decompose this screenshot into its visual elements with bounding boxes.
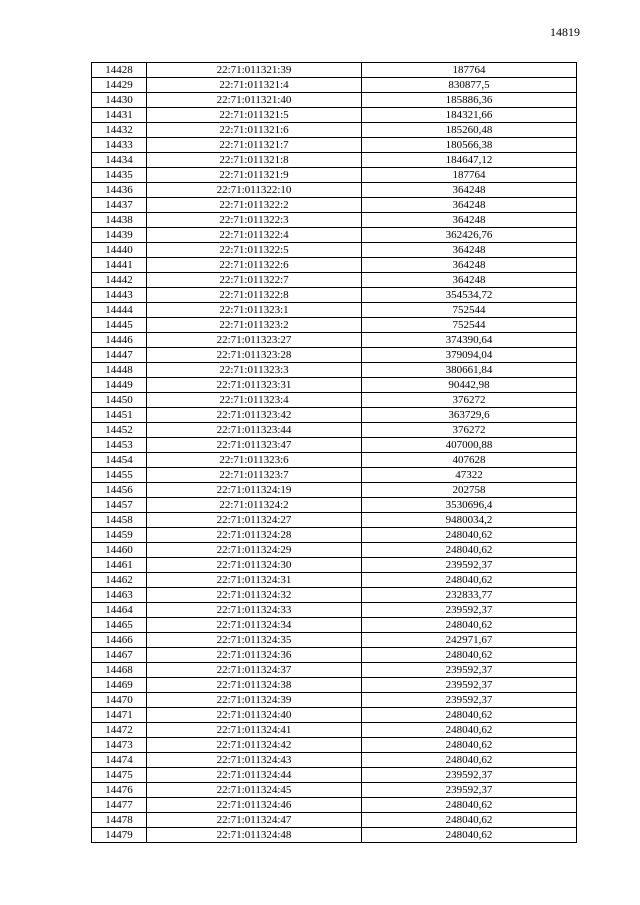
cadastral-value-cell: 376272 [362, 393, 577, 408]
cadastral-value-cell: 374390,64 [362, 333, 577, 348]
row-number-cell: 14465 [92, 618, 147, 633]
cadastral-number-cell: 22:71:011324:47 [147, 813, 362, 828]
row-number-cell: 14457 [92, 498, 147, 513]
cadastral-number-cell: 22:71:011323:47 [147, 438, 362, 453]
table-row [92, 408, 577, 423]
row-number-cell: 14437 [92, 198, 147, 213]
row-number-cell: 14446 [92, 333, 147, 348]
cadastral-number-cell: 22:71:011324:48 [147, 828, 362, 843]
row-number-cell: 14444 [92, 303, 147, 318]
cadastral-value-cell: 9480034,2 [362, 513, 577, 528]
table-row [92, 483, 577, 498]
cadastral-number-cell: 22:71:011323:4 [147, 393, 362, 408]
cadastral-number-cell: 22:71:011324:38 [147, 678, 362, 693]
cadastral-number-cell: 22:71:011321:7 [147, 138, 362, 153]
cadastral-number-cell: 22:71:011324:28 [147, 528, 362, 543]
row-number-cell: 14439 [92, 228, 147, 243]
table-row [92, 798, 577, 813]
cadastral-value-cell: 364248 [362, 198, 577, 213]
cadastral-number-cell: 22:71:011323:42 [147, 408, 362, 423]
table-row [92, 558, 577, 573]
row-number-cell: 14447 [92, 348, 147, 363]
cadastral-value-cell: 248040,62 [362, 723, 577, 738]
cadastral-number-cell: 22:71:011321:40 [147, 93, 362, 108]
cadastral-value-cell: 3530696,4 [362, 498, 577, 513]
row-number-cell: 14434 [92, 153, 147, 168]
table-row [92, 468, 577, 483]
table-row [92, 378, 577, 393]
cadastral-number-cell: 22:71:011324:33 [147, 603, 362, 618]
row-number-cell: 14455 [92, 468, 147, 483]
cadastral-value-cell: 364248 [362, 243, 577, 258]
table-row [92, 243, 577, 258]
cadastral-value-cell: 364248 [362, 183, 577, 198]
cadastral-value-cell: 232833,77 [362, 588, 577, 603]
cadastral-number-cell: 22:71:011322:7 [147, 273, 362, 288]
table-row [92, 138, 577, 153]
row-number-cell: 14472 [92, 723, 147, 738]
cadastral-value-cell: 752544 [362, 318, 577, 333]
table-row [92, 693, 577, 708]
row-number-cell: 14428 [92, 63, 147, 78]
cadastral-value-cell: 248040,62 [362, 708, 577, 723]
cadastral-number-cell: 22:71:011324:36 [147, 648, 362, 663]
cadastral-value-cell: 830877,5 [362, 78, 577, 93]
row-number-cell: 14452 [92, 423, 147, 438]
cadastral-number-cell: 22:71:011324:41 [147, 723, 362, 738]
table-row [92, 603, 577, 618]
cadastral-number-cell: 22:71:011321:39 [147, 63, 362, 78]
cadastral-number-cell: 22:71:011324:37 [147, 663, 362, 678]
row-number-cell: 14429 [92, 78, 147, 93]
table-row [92, 498, 577, 513]
table-row [92, 588, 577, 603]
cadastral-number-cell: 22:71:011321:5 [147, 108, 362, 123]
table-row [92, 438, 577, 453]
cadastral-number-cell: 22:71:011324:45 [147, 783, 362, 798]
table-row [92, 348, 577, 363]
table-row [92, 768, 577, 783]
table-row [92, 678, 577, 693]
row-number-cell: 14478 [92, 813, 147, 828]
cadastral-value-cell: 242971,67 [362, 633, 577, 648]
row-number-cell: 14471 [92, 708, 147, 723]
cadastral-number-cell: 22:71:011324:42 [147, 738, 362, 753]
cadastral-value-cell: 364248 [362, 258, 577, 273]
table-row [92, 573, 577, 588]
table-row [92, 393, 577, 408]
cadastral-number-cell: 22:71:011323:1 [147, 303, 362, 318]
row-number-cell: 14433 [92, 138, 147, 153]
cadastral-value-cell: 248040,62 [362, 573, 577, 588]
row-number-cell: 14436 [92, 183, 147, 198]
cadastral-value-cell: 248040,62 [362, 543, 577, 558]
cadastral-number-cell: 22:71:011323:31 [147, 378, 362, 393]
cadastral-value-cell: 90442,98 [362, 378, 577, 393]
cadastral-value-cell: 187764 [362, 63, 577, 78]
cadastral-value-cell: 185886,36 [362, 93, 577, 108]
table-body [92, 63, 577, 843]
row-number-cell: 14467 [92, 648, 147, 663]
cadastral-value-cell: 239592,37 [362, 603, 577, 618]
table-row [92, 453, 577, 468]
cadastral-value-cell: 248040,62 [362, 813, 577, 828]
page-number: 14819 [550, 25, 580, 39]
table-row [92, 633, 577, 648]
row-number-cell: 14461 [92, 558, 147, 573]
row-number-cell: 14470 [92, 693, 147, 708]
cadastral-value-cell: 239592,37 [362, 783, 577, 798]
row-number-cell: 14453 [92, 438, 147, 453]
row-number-cell: 14448 [92, 363, 147, 378]
table-row [92, 228, 577, 243]
cadastral-number-cell: 22:71:011323:3 [147, 363, 362, 378]
row-number-cell: 14438 [92, 213, 147, 228]
cadastral-number-cell: 22:71:011322:5 [147, 243, 362, 258]
cadastral-value-cell: 239592,37 [362, 558, 577, 573]
table-row [92, 93, 577, 108]
cadastral-value-cell: 407000,88 [362, 438, 577, 453]
cadastral-number-cell: 22:71:011324:46 [147, 798, 362, 813]
cadastral-value-cell: 180566,38 [362, 138, 577, 153]
table-row [92, 78, 577, 93]
cadastral-value-cell: 363729,6 [362, 408, 577, 423]
table-row [92, 288, 577, 303]
table-row [92, 198, 577, 213]
cadastral-value-cell: 752544 [362, 303, 577, 318]
cadastral-number-cell: 22:71:011321:6 [147, 123, 362, 138]
row-number-cell: 14460 [92, 543, 147, 558]
table-row [92, 258, 577, 273]
cadastral-number-cell: 22:71:011324:2 [147, 498, 362, 513]
table-row [92, 543, 577, 558]
row-number-cell: 14430 [92, 93, 147, 108]
cadastral-value-cell: 407628 [362, 453, 577, 468]
row-number-cell: 14463 [92, 588, 147, 603]
row-number-cell: 14459 [92, 528, 147, 543]
cadastral-number-cell: 22:71:011324:43 [147, 753, 362, 768]
row-number-cell: 14431 [92, 108, 147, 123]
row-number-cell: 14440 [92, 243, 147, 258]
cadastral-value-cell: 239592,37 [362, 678, 577, 693]
cadastral-value-cell: 248040,62 [362, 648, 577, 663]
cadastral-number-cell: 22:71:011322:4 [147, 228, 362, 243]
table-row [92, 828, 577, 843]
cadastral-value-cell: 364248 [362, 273, 577, 288]
table-row [92, 108, 577, 123]
cadastral-number-cell: 22:71:011322:3 [147, 213, 362, 228]
row-number-cell: 14464 [92, 603, 147, 618]
cadastral-value-cell: 248040,62 [362, 828, 577, 843]
cadastral-value-cell: 248040,62 [362, 528, 577, 543]
row-number-cell: 14442 [92, 273, 147, 288]
table-row [92, 723, 577, 738]
cadastral-number-cell: 22:71:011324:29 [147, 543, 362, 558]
table-row [92, 813, 577, 828]
row-number-cell: 14443 [92, 288, 147, 303]
cadastral-number-cell: 22:71:011322:2 [147, 198, 362, 213]
table-row [92, 123, 577, 138]
table-row [92, 363, 577, 378]
cadastral-number-cell: 22:71:011323:7 [147, 468, 362, 483]
table-row [92, 513, 577, 528]
cadastral-number-cell: 22:71:011321:9 [147, 168, 362, 183]
cadastral-value-cell: 364248 [362, 213, 577, 228]
row-number-cell: 14468 [92, 663, 147, 678]
row-number-cell: 14479 [92, 828, 147, 843]
row-number-cell: 14441 [92, 258, 147, 273]
cadastral-number-cell: 22:71:011323:28 [147, 348, 362, 363]
row-number-cell: 14451 [92, 408, 147, 423]
cadastral-value-cell: 362426,76 [362, 228, 577, 243]
cadastral-value-cell: 379094,04 [362, 348, 577, 363]
cadastral-number-cell: 22:71:011324:40 [147, 708, 362, 723]
table-row [92, 618, 577, 633]
row-number-cell: 14474 [92, 753, 147, 768]
cadastral-number-cell: 22:71:011324:30 [147, 558, 362, 573]
cadastral-value-cell: 380661,84 [362, 363, 577, 378]
cadastral-number-cell: 22:71:011324:27 [147, 513, 362, 528]
cadastral-value-cell: 185260,48 [362, 123, 577, 138]
table-row [92, 528, 577, 543]
row-number-cell: 14462 [92, 573, 147, 588]
row-number-cell: 14449 [92, 378, 147, 393]
table-row [92, 273, 577, 288]
table-row [92, 753, 577, 768]
table-row [92, 663, 577, 678]
row-number-cell: 14456 [92, 483, 147, 498]
cadastral-number-cell: 22:71:011322:6 [147, 258, 362, 273]
cadastral-value-cell: 376272 [362, 423, 577, 438]
cadastral-number-cell: 22:71:011324:19 [147, 483, 362, 498]
cadastral-number-cell: 22:71:011324:32 [147, 588, 362, 603]
table-row [92, 708, 577, 723]
table-row [92, 153, 577, 168]
cadastral-number-cell: 22:71:011324:39 [147, 693, 362, 708]
cadastral-value-cell: 239592,37 [362, 768, 577, 783]
cadastral-number-cell: 22:71:011324:35 [147, 633, 362, 648]
cadastral-value-cell: 248040,62 [362, 753, 577, 768]
cadastral-value-cell: 239592,37 [362, 663, 577, 678]
row-number-cell: 14475 [92, 768, 147, 783]
row-number-cell: 14469 [92, 678, 147, 693]
row-number-cell: 14450 [92, 393, 147, 408]
table-row [92, 168, 577, 183]
row-number-cell: 14476 [92, 783, 147, 798]
table-row [92, 783, 577, 798]
row-number-cell: 14432 [92, 123, 147, 138]
cadastral-value-cell: 239592,37 [362, 693, 577, 708]
cadastral-number-cell: 22:71:011324:31 [147, 573, 362, 588]
cadastral-value-cell: 184321,66 [362, 108, 577, 123]
cadastral-value-cell: 184647,12 [362, 153, 577, 168]
cadastral-number-cell: 22:71:011323:6 [147, 453, 362, 468]
cadastral-value-cell: 202758 [362, 483, 577, 498]
cadastral-number-cell: 22:71:011323:44 [147, 423, 362, 438]
cadastral-value-cell: 248040,62 [362, 738, 577, 753]
cadastral-number-cell: 22:71:011323:27 [147, 333, 362, 348]
row-number-cell: 14473 [92, 738, 147, 753]
cadastral-number-cell: 22:71:011324:34 [147, 618, 362, 633]
cadastral-number-cell: 22:71:011322:8 [147, 288, 362, 303]
cadastral-value-table [91, 62, 577, 843]
row-number-cell: 14435 [92, 168, 147, 183]
row-number-cell: 14445 [92, 318, 147, 333]
cadastral-value-cell: 248040,62 [362, 618, 577, 633]
row-number-cell: 14454 [92, 453, 147, 468]
row-number-cell: 14458 [92, 513, 147, 528]
cadastral-value-cell: 47322 [362, 468, 577, 483]
table-row [92, 648, 577, 663]
table-row [92, 738, 577, 753]
table-row [92, 333, 577, 348]
row-number-cell: 14466 [92, 633, 147, 648]
cadastral-number-cell: 22:71:011321:8 [147, 153, 362, 168]
cadastral-value-cell: 354534,72 [362, 288, 577, 303]
cadastral-number-cell: 22:71:011321:4 [147, 78, 362, 93]
table-row [92, 63, 577, 78]
cadastral-number-cell: 22:71:011323:2 [147, 318, 362, 333]
table-row [92, 423, 577, 438]
cadastral-value-cell: 187764 [362, 168, 577, 183]
table-row [92, 183, 577, 198]
row-number-cell: 14477 [92, 798, 147, 813]
table-row [92, 318, 577, 333]
cadastral-number-cell: 22:71:011324:44 [147, 768, 362, 783]
table-row [92, 303, 577, 318]
cadastral-value-cell: 248040,62 [362, 798, 577, 813]
cadastral-number-cell: 22:71:011322:10 [147, 183, 362, 198]
table-row [92, 213, 577, 228]
